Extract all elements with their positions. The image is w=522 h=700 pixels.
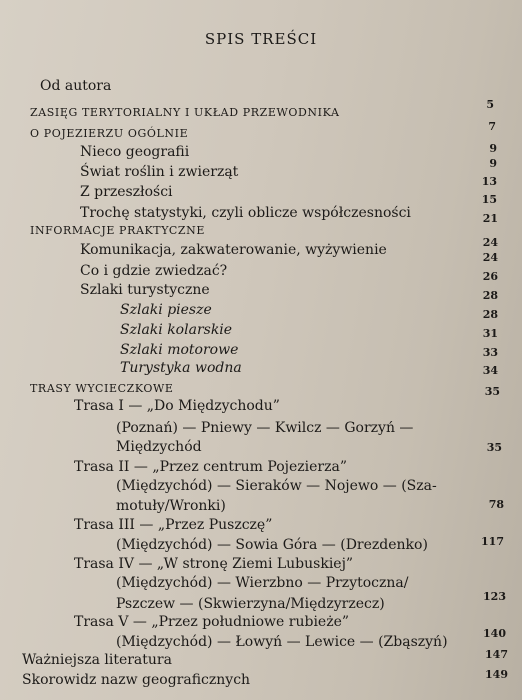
entry-szlaki-motorowe: Szlaki motorowe xyxy=(120,342,239,358)
page-number: 78 xyxy=(488,498,504,511)
page-number: 140 xyxy=(483,627,506,640)
entry-trasa-4: Trasa IV — „W stronę Ziemi Lubuskiej” xyxy=(74,556,354,572)
page-number: 28 xyxy=(482,289,498,302)
entry-komunikacja: Komunikacja, zakwaterowanie, wyżywienie xyxy=(80,242,387,258)
page-number: 24 xyxy=(482,251,498,264)
entry-szlaki: Szlaki turystyczne xyxy=(80,282,210,298)
entry-szlaki-piesze: Szlaki piesze xyxy=(120,302,212,318)
route-line: (Międzychód) — Wierzbno — Przytoczna/ xyxy=(116,575,409,591)
page-number: 28 xyxy=(482,308,498,321)
route-line: (Międzychód) — Sieraków — Nojewo — (Sza- xyxy=(116,478,437,494)
page-number: 9 xyxy=(489,157,497,170)
page-number: 149 xyxy=(485,668,508,681)
page-number: 35 xyxy=(484,385,500,398)
page-number: 147 xyxy=(485,648,508,661)
page-number: 34 xyxy=(482,364,498,377)
route-line: (Poznań) — Pniewy — Kwilcz — Gorzyń — xyxy=(116,420,414,436)
page-number: 24 xyxy=(482,236,498,249)
entry-trasa-1: Trasa I — „Do Międzychodu” xyxy=(74,398,280,414)
page-title: SPIS TREŚCI xyxy=(204,30,318,48)
page-number: 26 xyxy=(482,270,498,283)
entry-statystyka: Trochę statystyki, czyli oblicze współczesności xyxy=(80,205,411,221)
page-number: 21 xyxy=(482,212,498,225)
page-number: 7 xyxy=(488,120,496,133)
page-number: 13 xyxy=(481,175,497,188)
entry-zasieg: ZASIĘG TERYTORIALNY I UKŁAD PRZEWODNIKA xyxy=(30,106,340,119)
page-number: 33 xyxy=(482,346,498,359)
entry-co-i-gdzie: Co i gdzie zwiedzać? xyxy=(80,263,228,279)
route-line: motuły/Wronki) xyxy=(116,498,226,514)
entry-nieco-geografii: Nieco geografii xyxy=(80,144,190,160)
page-number: 9 xyxy=(489,142,497,155)
entry-turystyka-wodna: Turystyka wodna xyxy=(120,360,242,376)
page-number: 31 xyxy=(482,327,498,340)
entry-z-przeszlosci: Z przeszłości xyxy=(80,184,173,200)
route-line: (Międzychód) — Łowyń — Lewice — (Zbąszyń) xyxy=(116,634,448,650)
route-line: Międzychód xyxy=(116,439,202,455)
entry-trasa-3: Trasa III — „Przez Puszczę” xyxy=(74,517,273,533)
route-line: (Międzychód) — Sowia Góra — (Drezdenko) xyxy=(116,537,428,553)
entry-literatura: Ważniejsza literatura xyxy=(22,652,172,668)
entry-skorowidz: Skorowidz nazw geograficznych xyxy=(22,672,251,688)
route-line: Pszczew — (Skwierzyna/Międzyrzecz) xyxy=(116,596,385,612)
page-number: 5 xyxy=(486,98,494,111)
page-number: 15 xyxy=(481,193,497,206)
entry-szlaki-kolarskie: Szlaki kolarskie xyxy=(120,322,233,338)
page-number: 123 xyxy=(483,590,506,603)
entry-trasy: TRASY WYCIECZKOWE xyxy=(30,382,174,395)
entry-swiat-roslin: Świat roślin i zwierząt xyxy=(80,164,239,180)
entry-pojezierze: O POJEZIERZU OGÓLNIE xyxy=(30,127,189,140)
entry-trasa-5: Trasa V — „Przez południowe rubieże” xyxy=(74,614,350,630)
entry-od-autora: Od autora xyxy=(40,78,112,94)
page-number: 35 xyxy=(486,441,502,454)
page-number: 117 xyxy=(481,535,504,548)
entry-informacje: INFORMACJE PRAKTYCZNE xyxy=(30,224,206,237)
entry-trasa-2: Trasa II — „Przez centrum Pojezierza” xyxy=(74,459,347,475)
